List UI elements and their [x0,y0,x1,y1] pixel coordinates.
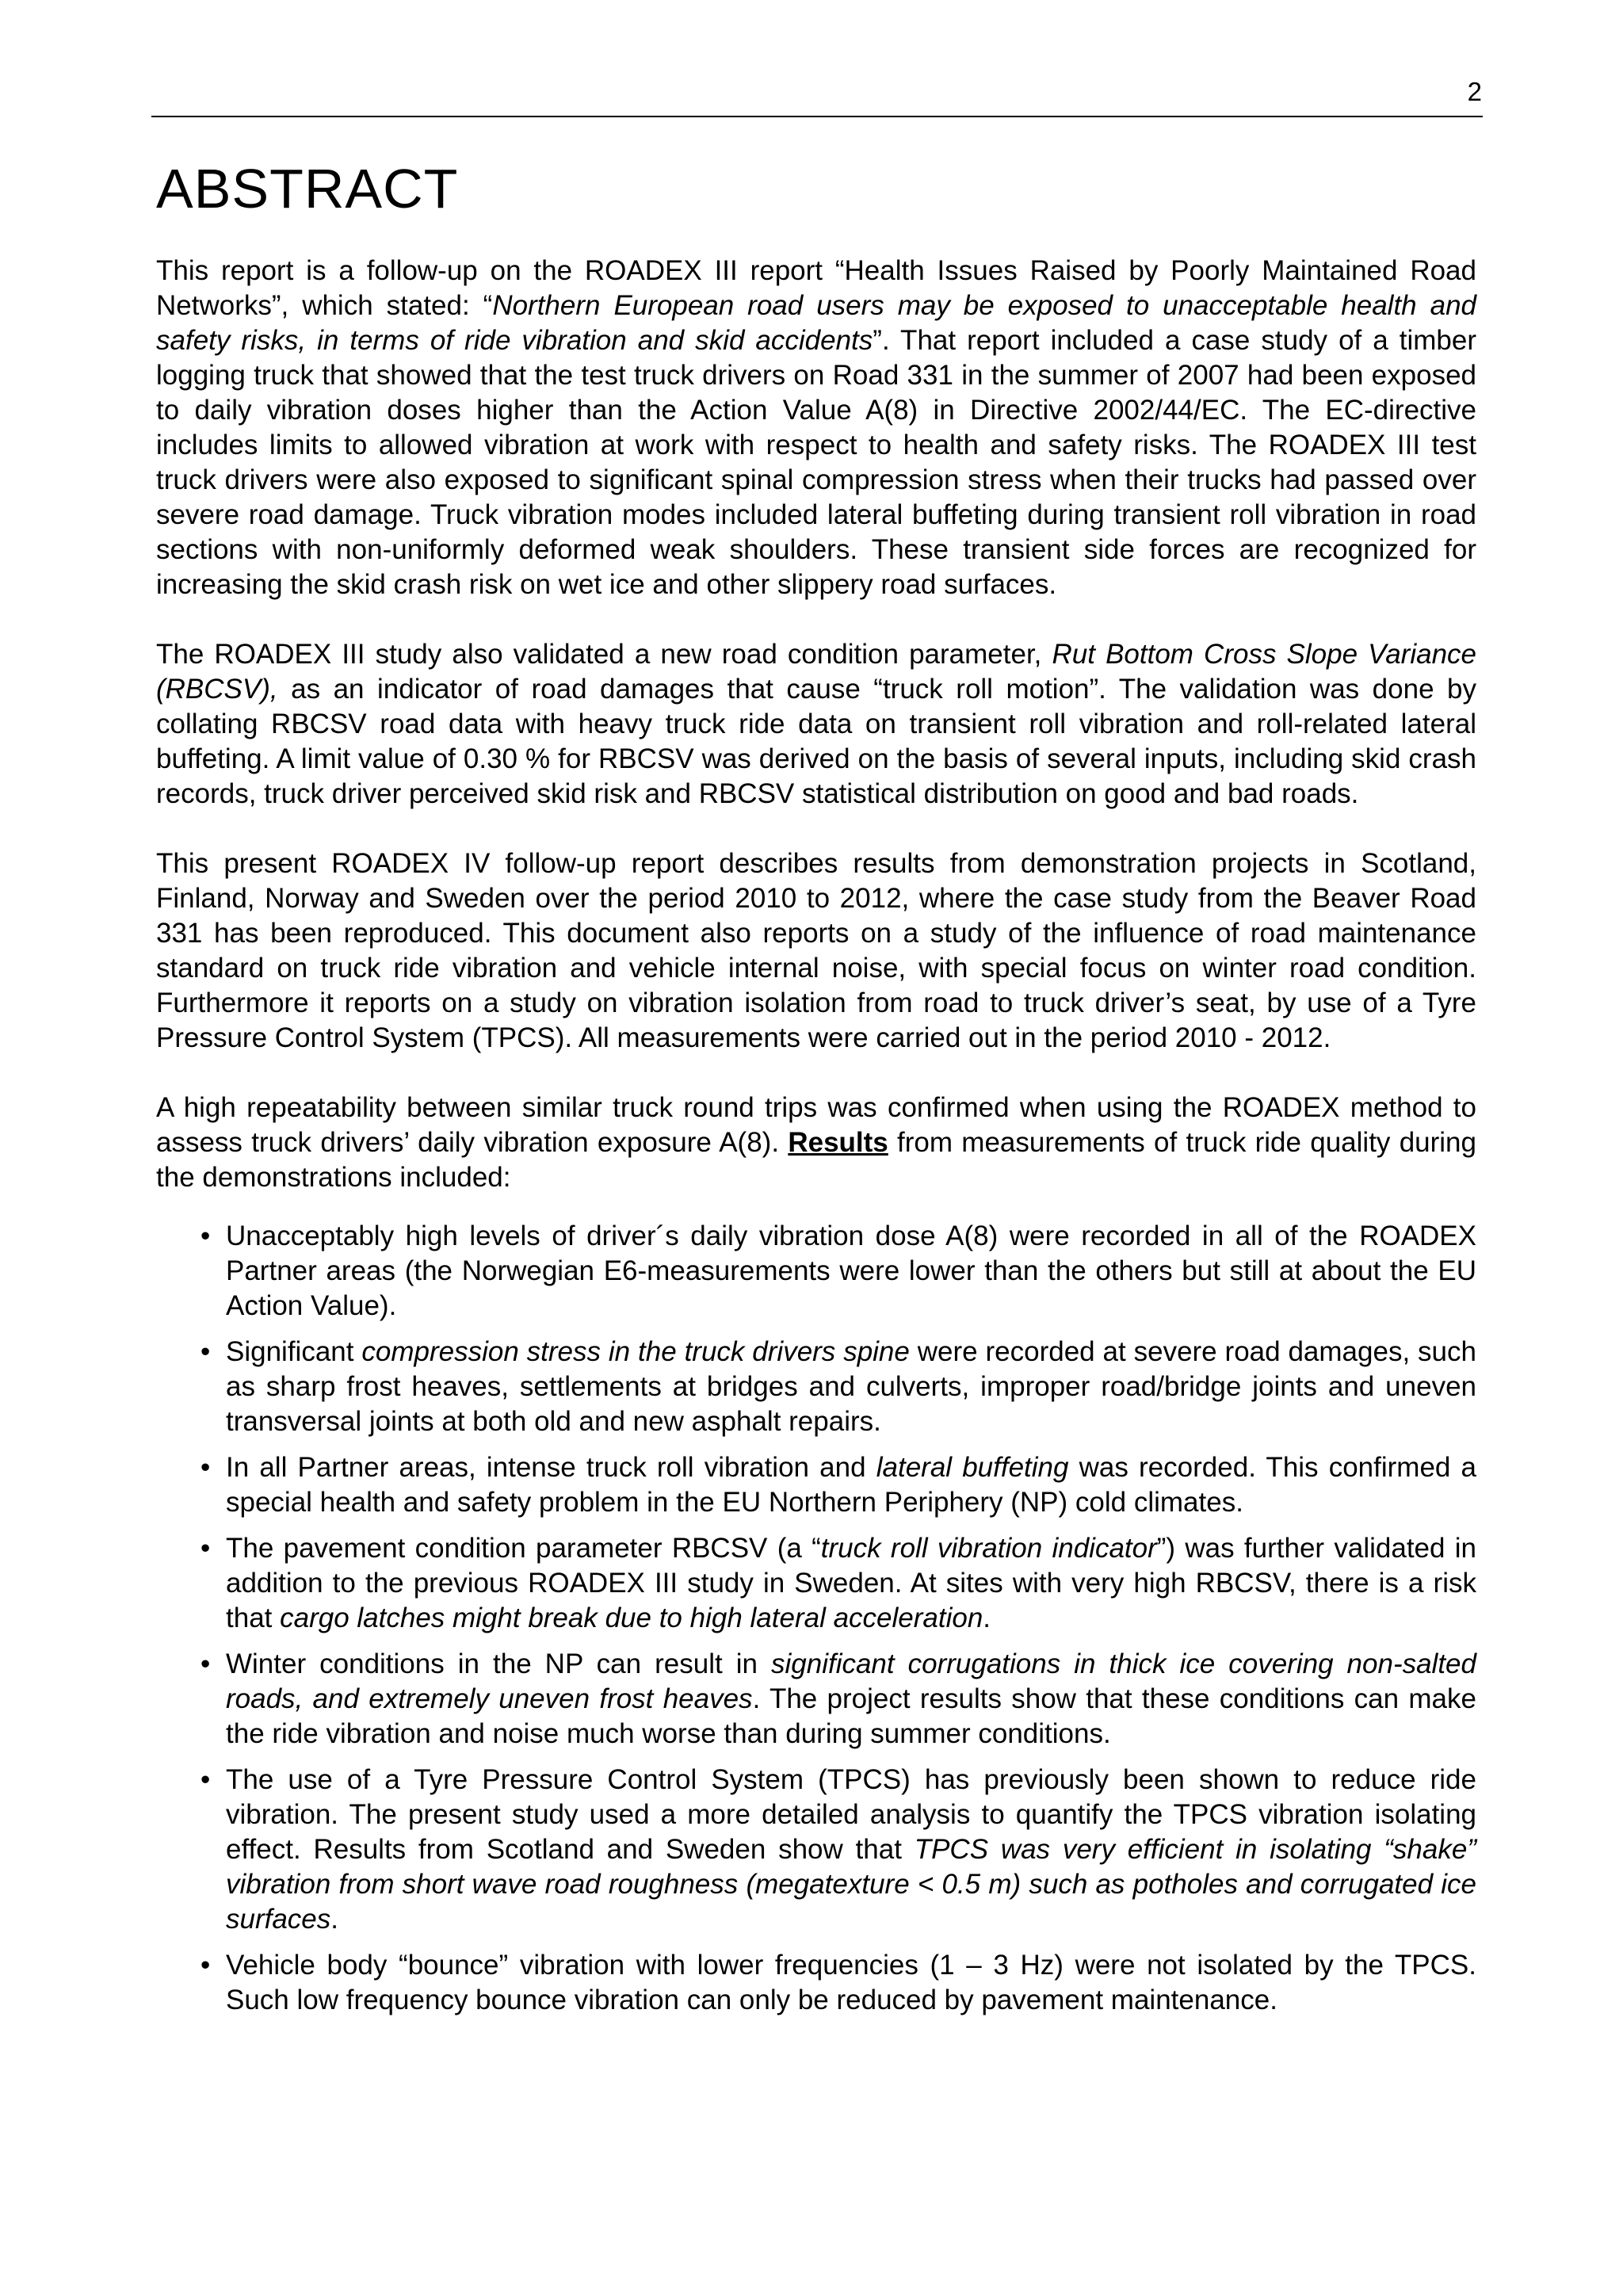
list-item-text: The pavement condition parameter RBCSV (a “ [226,1533,821,1564]
abstract-paragraph-1 [156,254,1476,602]
list-item-text: ”) was further validated in addition to the previous ROADEX III study in Sweden. At sites with very high RBCSV, there is a risk that [226,1533,1477,1633]
paragraph-text: ”. That report included a case study of a timber logging truck that showed that the test truck drivers on Road 331 in the summer of 2007 had been exposed to daily vibration doses higher than the Action Value A(8) in Directive 2002/44/EC. The EC-directive includes limits to allowed vibration at work with respect to health and safety risks. The ROADEX III test truck drivers were also exposed to significant spinal compression stress when their trucks had passed over severe road damage. Truck vibration modes included lateral buffeting during transient roll vibration in road sections with non-uniformly deformed weak shoulders. These transient side forces are recognized for increasing the skid crash risk on wet ice and other slippery road surfaces. [156,325,1476,600]
list-item-text: Vehicle body “bounce” vibration with lower frequencies (1 – 3 Hz) were not isolated by the TPCS. Such low frequency bounce vibration can only be reduced by pavement maintenance. [226,1950,1476,2015]
list-item-text: The use of a Tyre Pressure Control System (TPCS) has previously been shown to reduce ride vibration. The present study used a more detailed analysis to quantify the TPCS vibration isolating effect. Results from Scotland and Sweden show that [226,1764,1476,1865]
abstract-paragraph-4 [156,1091,1476,1195]
paragraph-text: This report is a follow-up on the ROADEX III report “Health Issues Raised by Poorly Maintained Road Networks”, which stated: “ [156,255,1476,321]
list-item-text: . The project results show that these conditions can make the ride vibration and noise much worse than during summer conditions. [226,1683,1476,1749]
list-item-italic: truck roll vibration indicator [820,1533,1157,1564]
paragraph-italic-text: Northern European road users may be exposed to unacceptable health and safety risks, in terms of ride vibration and skid accidents [156,290,1476,356]
list-item-italic: cargo latches might break due to high lateral acceleration [280,1603,983,1633]
bullet-icon: • [200,1533,211,1564]
list-item [200,1219,1476,1324]
bullet-icon: • [200,1950,211,1981]
list-item-text: In all Partner areas, intense truck roll vibration and [226,1452,876,1483]
page-number: 2 [1467,77,1482,106]
abstract-paragraph-2 [156,637,1476,812]
results-emphasis: Results [788,1127,888,1158]
paragraph-text: as an indicator of road damages that cause “truck roll motion”. The validation was done by collating RBCSV road data with heavy truck ride data on transient roll vibration and roll-related lateral buffeting. A limit value of 0.30 % for RBCSV was derived on the basis of several inputs, including skid crash records, truck driver perceived skid risk and RBCSV statistical distribution on good and bad roads. [156,674,1476,809]
bullet-icon: • [200,1452,211,1483]
bullet-icon: • [200,1336,211,1367]
results-list [156,1219,1476,2018]
list-item-text: were recorded at severe road damages, such as sharp frost heaves, settlements at bridges and culverts, improper road/bridge joints and uneven transversal joints at both old and new asphalt repairs. [226,1336,1476,1437]
list-item [200,1450,1477,1520]
list-item-text: Unacceptably high levels of driver´s daily vibration dose A(8) were recorded in all of the ROADEX Partner areas (the Norwegian E6-measurements were lower than the others but still at about the EU Action Value). [226,1221,1476,1321]
list-item [200,1531,1477,1636]
list-item-text: . [330,1904,339,1935]
paragraph-text: This present ROADEX IV follow-up report describes results from demonstration projects in Scotland, Finland, Norway and Sweden over the period 2010 to 2012, where the case study from the Beaver Road 331 has been reproduced. This document also reports on a study of the influence of road maintenance standard on truck ride vibration and vehicle internal noise, with special focus on winter road condition. Furthermore it reports on a study on vibration isolation from road to truck driver’s seat, by use of a Tyre Pressure Control System (TPCS). All measurements were carried out in the period 2010 - 2012. [156,848,1476,1053]
list-item-italic: significant corrugations in thick ice covering non-salted roads, and extremely uneven frost heaves [226,1648,1476,1714]
paragraph-text: The ROADEX III study also validated a new road condition parameter, [156,639,1052,670]
header-rule [151,116,1483,117]
list-item-text: Significant [226,1336,362,1367]
list-item [200,1647,1476,1752]
bullet-icon: • [200,1764,211,1795]
abstract-paragraph-3 [156,846,1476,1056]
list-item-italic: TPCS was very efficient in isolating “shake” vibration from short wave road roughness (megatexture < 0.5 m) such as potholes and corrugated ice surfaces [226,1834,1476,1935]
list-item [200,1948,1476,2018]
list-item-text: was recorded. This confirmed a special health and safety problem in the EU Northern Periphery (NP) cold climates. [226,1452,1477,1518]
paragraph-text: from measurements of truck ride quality during the demonstrations included: [156,1127,1476,1193]
bullet-icon: • [200,1221,211,1251]
paragraph-text: A high repeatability between similar truck round trips was confirmed when using the ROADEX method to assess truck drivers’ daily vibration exposure A(8). [156,1092,1476,1158]
list-item-italic: lateral buffeting [876,1452,1069,1483]
paragraph-italic-text: Rut Bottom Cross Slope Variance (RBCSV), [156,639,1476,705]
list-item-text: . [983,1603,991,1633]
bullet-icon: • [200,1648,211,1679]
list-item [200,1763,1476,1937]
list-item-text: Winter conditions in the NP can result in [226,1648,771,1679]
list-item [200,1335,1476,1439]
page-title: ABSTRACT [156,158,459,220]
list-item-italic: compression stress in the truck drivers spine [361,1336,910,1367]
document-body [156,155,1476,2029]
